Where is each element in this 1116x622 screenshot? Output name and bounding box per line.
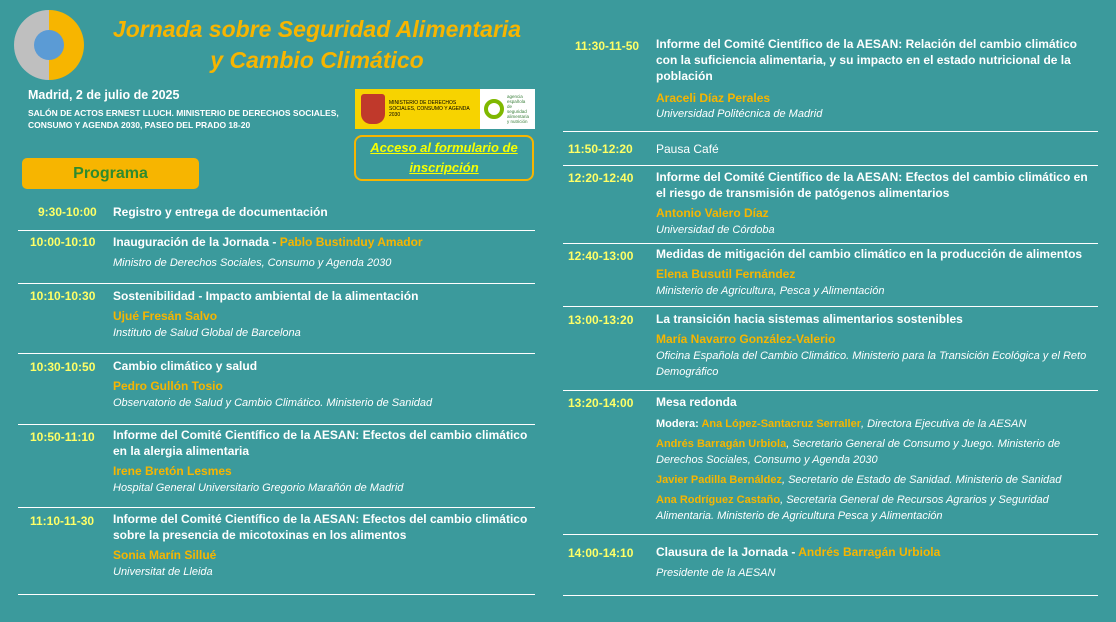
event-venue: SALÓN DE ACTOS ERNEST LLUCH. MINISTERIO DE DERECHOS SOCIALES, CONSUMO Y AGENDA 2030, PASEO DEL PRADO 18-20 bbox=[28, 108, 339, 130]
item-title: La transición hacia sistemas alimentarios sostenibles bbox=[656, 312, 963, 326]
item-speaker: Araceli Díaz Perales bbox=[656, 91, 771, 105]
item-title: Sostenibilidad - Impacto ambiental de la alimentación bbox=[113, 289, 419, 303]
item-affiliation: Observatorio de Salud y Cambio Climático. Ministerio de Sanidad bbox=[113, 397, 433, 409]
item-title: Registro y entrega de documentación bbox=[113, 205, 328, 219]
item-time: 12:40-13:00 bbox=[568, 249, 634, 263]
panelist-role: , Secretaria General de Recursos Agrarios y Seguridad Alimentaria. Ministerio de Agricultura Pesca y Alimentación bbox=[656, 494, 1049, 522]
item-title: Informe del Comité Científico de la AESAN: Efectos del cambio climático en la alergia alimentaria bbox=[113, 428, 528, 458]
aesan-logo-icon bbox=[484, 99, 504, 119]
moderator-role: , Directora Ejecutiva de la AESAN bbox=[861, 418, 1027, 430]
item-title: Inauguración de la Jornada - bbox=[113, 235, 280, 249]
item-speaker: Andrés Barragán Urbiola bbox=[798, 545, 941, 559]
event-logo bbox=[14, 10, 84, 80]
item-speaker: Elena Busutil Fernández bbox=[656, 267, 796, 281]
item-affiliation: Oficina Española del Cambio Climático. Ministerio para la Transición Ecológica y el Reto Demográfico bbox=[656, 350, 1087, 378]
item-time: 10:00-10:10 bbox=[30, 235, 96, 249]
gov-logo-text: MINISTERIO DE DERECHOS SOCIALES, CONSUMO Y AGENDA 2030 bbox=[389, 100, 470, 118]
item-speaker: Sonia Marín Sillué bbox=[113, 548, 217, 562]
schedule-item bbox=[563, 540, 1098, 596]
item-title: Informe del Comité Científico de la AESAN: Efectos del cambio climático en el riesgo de transmisión de patógenos alimentarios bbox=[656, 170, 1088, 200]
item-affiliation: Presidente de la AESAN bbox=[656, 567, 776, 579]
item-speaker: Irene Bretón Lesmes bbox=[113, 464, 232, 478]
item-time: 10:50-11:10 bbox=[30, 430, 95, 444]
item-time: 11:10-11-30 bbox=[30, 514, 95, 528]
schedule-item bbox=[18, 200, 535, 231]
item-affiliation: Instituto de Salud Global de Barcelona bbox=[113, 327, 301, 339]
item-time: 13:20-14:00 bbox=[568, 396, 634, 410]
panelist-name: Ana Rodríguez Castaño bbox=[656, 494, 781, 506]
schedule-item bbox=[563, 132, 1098, 166]
panelist-role: , Secretario de Estado de Sanidad. Ministerio de Sanidad bbox=[781, 474, 1062, 486]
item-affiliation: Universidad Politécnica de Madrid bbox=[656, 108, 823, 120]
title-line-2: y Cambio Climático bbox=[210, 47, 424, 73]
page-title bbox=[92, 14, 542, 76]
panelist-name: Javier Padilla Bernáldez bbox=[656, 474, 782, 486]
item-speaker: Antonio Valero Díaz bbox=[656, 206, 769, 220]
item-title: Mesa redonda bbox=[656, 395, 737, 409]
moderator-label: Modera: bbox=[656, 418, 702, 430]
item-time: 10:30-10:50 bbox=[30, 360, 96, 374]
government-logo bbox=[355, 89, 535, 129]
schedule-item bbox=[563, 391, 1098, 535]
event-logo-inner bbox=[34, 30, 64, 60]
schedule-item bbox=[18, 425, 535, 508]
schedule-item bbox=[563, 166, 1098, 244]
item-speaker: Pablo Bustinduy Amador bbox=[279, 235, 423, 249]
item-title: Cambio climático y salud bbox=[113, 359, 258, 373]
item-time: 9:30-10:00 bbox=[38, 205, 97, 219]
item-title: Medidas de mitigación del cambio climático en la producción de alimentos bbox=[656, 247, 1083, 261]
title-line-1: Jornada sobre Seguridad Alimentaria bbox=[112, 16, 522, 42]
item-time: 11:30-11-50 bbox=[575, 39, 640, 53]
item-title: Informe del Comité Científico de la AESAN: Efectos del cambio climático sobre la presencia de micotoxinas en los alimentos bbox=[113, 512, 528, 542]
schedule-item bbox=[18, 354, 535, 425]
item-time: 12:20-12:40 bbox=[568, 171, 634, 185]
item-title: Informe del Comité Científico de la AESAN: Relación del cambio climático con la suficiencia alimentaria, y su impacto en el estado nutricional de la población bbox=[656, 37, 1077, 83]
item-time: 11:50-12:20 bbox=[568, 142, 633, 156]
item-speaker: María Navarro González-Valerio bbox=[656, 332, 836, 346]
schedule-item bbox=[18, 284, 535, 354]
event-date: Madrid, 2 de julio de 2025 bbox=[28, 88, 180, 102]
item-title: Clausura de la Jornada - bbox=[656, 545, 799, 559]
registration-form-link[interactable]: Acceso al formulario de inscripción bbox=[354, 135, 534, 181]
item-affiliation: Ministerio de Agricultura, Pesca y Alimentación bbox=[656, 285, 885, 297]
schedule-item bbox=[18, 508, 535, 595]
item-affiliation: Universidad de Córdoba bbox=[656, 224, 775, 236]
item-title: Pausa Café bbox=[656, 142, 719, 156]
item-time: 13:00-13:20 bbox=[568, 313, 634, 327]
aesan-logo-text: agencia española de seguridad alimentaria y nutrición bbox=[507, 94, 530, 124]
schedule-item bbox=[18, 231, 535, 284]
panelist-name: Andrés Barragán Urbiola bbox=[656, 438, 787, 450]
coat-of-arms-icon bbox=[361, 94, 385, 124]
programa-label: Programa bbox=[22, 158, 199, 189]
panelist-role: , Secretario General de Consumo y Juego. Ministerio de Derechos Sociales, Consumo y Agenda 2030 bbox=[656, 438, 1061, 466]
item-speaker: Ujué Fresán Salvo bbox=[113, 309, 218, 323]
item-speaker: Pedro Gullón Tosio bbox=[113, 379, 223, 393]
item-affiliation: Hospital General Universitario Gregorio Marañón de Madrid bbox=[113, 482, 404, 494]
schedule-item bbox=[563, 307, 1098, 391]
schedule-item bbox=[563, 34, 1098, 132]
item-affiliation: Ministro de Derechos Sociales, Consumo y Agenda 2030 bbox=[113, 257, 392, 269]
item-time: 10:10-10:30 bbox=[30, 289, 96, 303]
moderator-name: Ana López-Santacruz Serraller bbox=[701, 418, 861, 430]
schedule-item bbox=[563, 244, 1098, 307]
item-affiliation: Universitat de Lleida bbox=[113, 566, 213, 578]
item-time: 14:00-14:10 bbox=[568, 546, 634, 560]
